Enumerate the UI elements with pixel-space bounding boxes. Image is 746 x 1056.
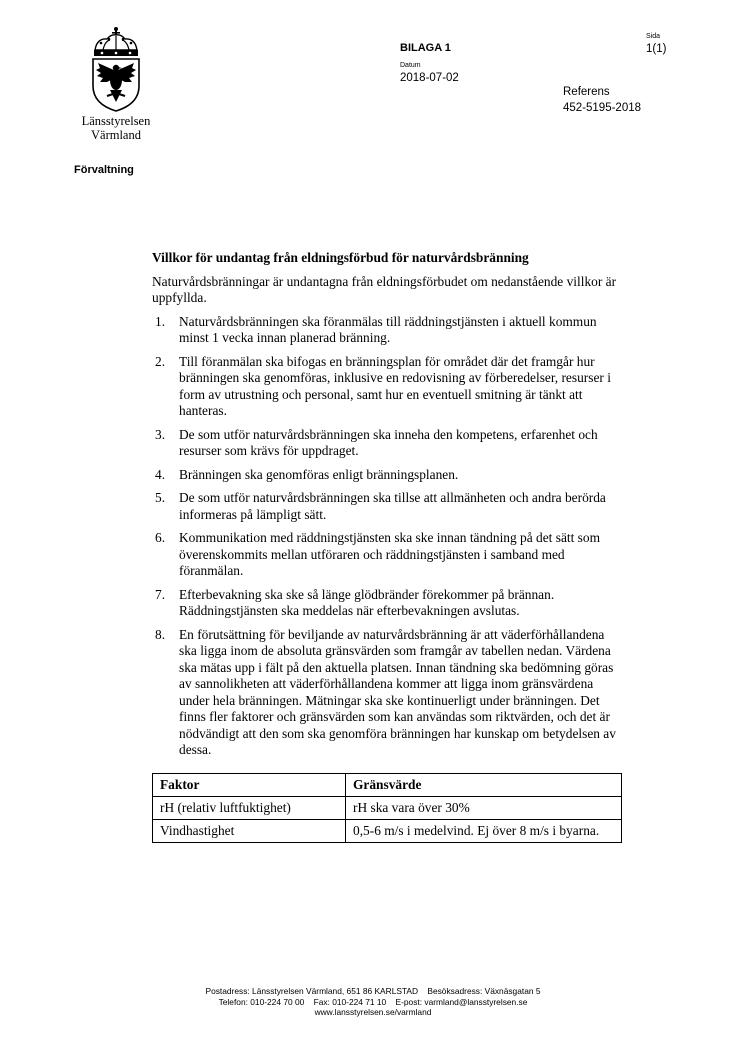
limits-table bbox=[152, 773, 622, 843]
list-item-text: Bränningen ska genomföras enligt bränningsplanen. bbox=[179, 466, 459, 482]
table-cell: rH ska vara över 30% bbox=[346, 796, 622, 819]
footer-contact: Telefon: 010-224 70 00 Fax: 010-224 71 10 E-post: varmland@lansstyrelsen.se bbox=[218, 996, 528, 1007]
coat-of-arms-icon bbox=[85, 26, 147, 112]
list-item-text: De som utför naturvårdsbränningen ska tillse att allmänheten och andra berörda informeras på lämpligt sätt. bbox=[179, 490, 606, 522]
list-item bbox=[152, 314, 622, 347]
organization-line2: Värmland bbox=[91, 128, 141, 142]
document-title: Villkor för undantag från eldningsförbud för naturvårdsbränning bbox=[152, 250, 529, 265]
list-item-number: 6. bbox=[155, 530, 166, 545]
list-item-number: 1. bbox=[155, 313, 166, 329]
conditions-list bbox=[152, 314, 622, 759]
list-item bbox=[152, 530, 622, 580]
table-cell: 0,5-6 m/s i medelvind. Ej över 8 m/s i byarna. bbox=[346, 819, 622, 842]
list-item bbox=[152, 467, 622, 484]
list-item-number: 7. bbox=[155, 586, 166, 602]
list-item bbox=[152, 427, 622, 460]
list-item-number: 5. bbox=[155, 490, 166, 505]
list-item-text: Till föranmälan ska bifogas en bränningsplan för området där det framgår hur bränningen ska genomföras, inklusive en redovisning av förberedelser, resurser i form av utrustning och personal, samt hur en eventuell smitning är tänkt att hanteras. bbox=[179, 353, 611, 418]
list-item-text: En förutsättning för beviljande av naturvårdsbränning är att väderförhållandena ska ligga inom de absoluta gränsvärden som framgår av tabellen nedan. Värdena ska mätas upp i fält på den aktuella platsen. Innan tändning ska bedömning göras av sannolikheten att väderförhållandena kommer att ligga inom gränsvärdena under hela bränningen. Mätningar ska ske kontinuerligt under bränningen. Det finns fler faktorer och gränsvärden som kan användas som riktvärden, och det är nödvändigt att den som ska genomföra bränningen har kunskap om betydelsen av dessa. bbox=[179, 626, 616, 757]
reference-label: Referens bbox=[563, 86, 610, 98]
list-item bbox=[152, 587, 622, 620]
table-header-row bbox=[153, 773, 622, 796]
table-header-cell: Faktor bbox=[153, 773, 346, 796]
list-item-text: Efterbevakning ska ske så länge glödbränder förekommer på brännan. Räddningstjänsten ska meddelas när efterbevakningen avslutas. bbox=[179, 586, 555, 618]
organization-line1: Länsstyrelsen bbox=[81, 114, 151, 128]
page-label: Sida bbox=[646, 33, 661, 40]
footer-website: www.lansstyrelsen.se/varmland bbox=[314, 1007, 432, 1017]
list-item bbox=[152, 627, 622, 759]
table-header-cell: Gränsvärde bbox=[346, 773, 622, 796]
list-item-number: 8. bbox=[155, 626, 166, 642]
reference-value: 452-5195-2018 bbox=[563, 102, 642, 114]
department: Förvaltning bbox=[74, 164, 134, 176]
page-number: 1(1) bbox=[646, 43, 667, 55]
list-item-number: 3. bbox=[155, 426, 166, 442]
date-label: Datum bbox=[400, 62, 421, 69]
organization-name bbox=[68, 114, 164, 142]
intro-paragraph: Naturvårdsbränningar är undantagna från eldningsförbudet om nedanstående villkor är uppfyllda. bbox=[152, 273, 617, 305]
table-cell: Vindhastighet bbox=[153, 819, 346, 842]
table-row bbox=[153, 796, 622, 819]
page-footer bbox=[0, 986, 746, 1018]
list-item-number: 2. bbox=[155, 353, 166, 369]
date-value: 2018-07-02 bbox=[400, 72, 459, 84]
document-type: BILAGA 1 bbox=[400, 42, 451, 54]
footer-address: Postadress: Länsstyrelsen Värmland, 651 86 KARLSTAD Besöksadress: Växnäsgatan 5 bbox=[205, 986, 541, 996]
list-item bbox=[152, 354, 622, 420]
list-item-text: De som utför naturvårdsbränningen ska inneha den kompetens, erfarenhet och resurser som krävs för uppdraget. bbox=[179, 426, 598, 458]
document-body bbox=[152, 250, 622, 843]
table-cell: rH (relativ luftfuktighet) bbox=[153, 796, 346, 819]
list-item-text: Naturvårdsbränningen ska föranmälas till räddningstjänsten i aktuell kommun minst 1 vecka innan planerad bränning. bbox=[179, 313, 597, 345]
list-item-text: Kommunikation med räddningstjänsten ska ske innan tändning på det sätt som överenskommits mellan utföraren och räddningstjänsten i samband med föranmälan. bbox=[179, 530, 600, 578]
logo bbox=[68, 26, 164, 142]
list-item bbox=[152, 490, 622, 523]
list-item-number: 4. bbox=[155, 466, 166, 482]
table-row bbox=[153, 819, 622, 842]
